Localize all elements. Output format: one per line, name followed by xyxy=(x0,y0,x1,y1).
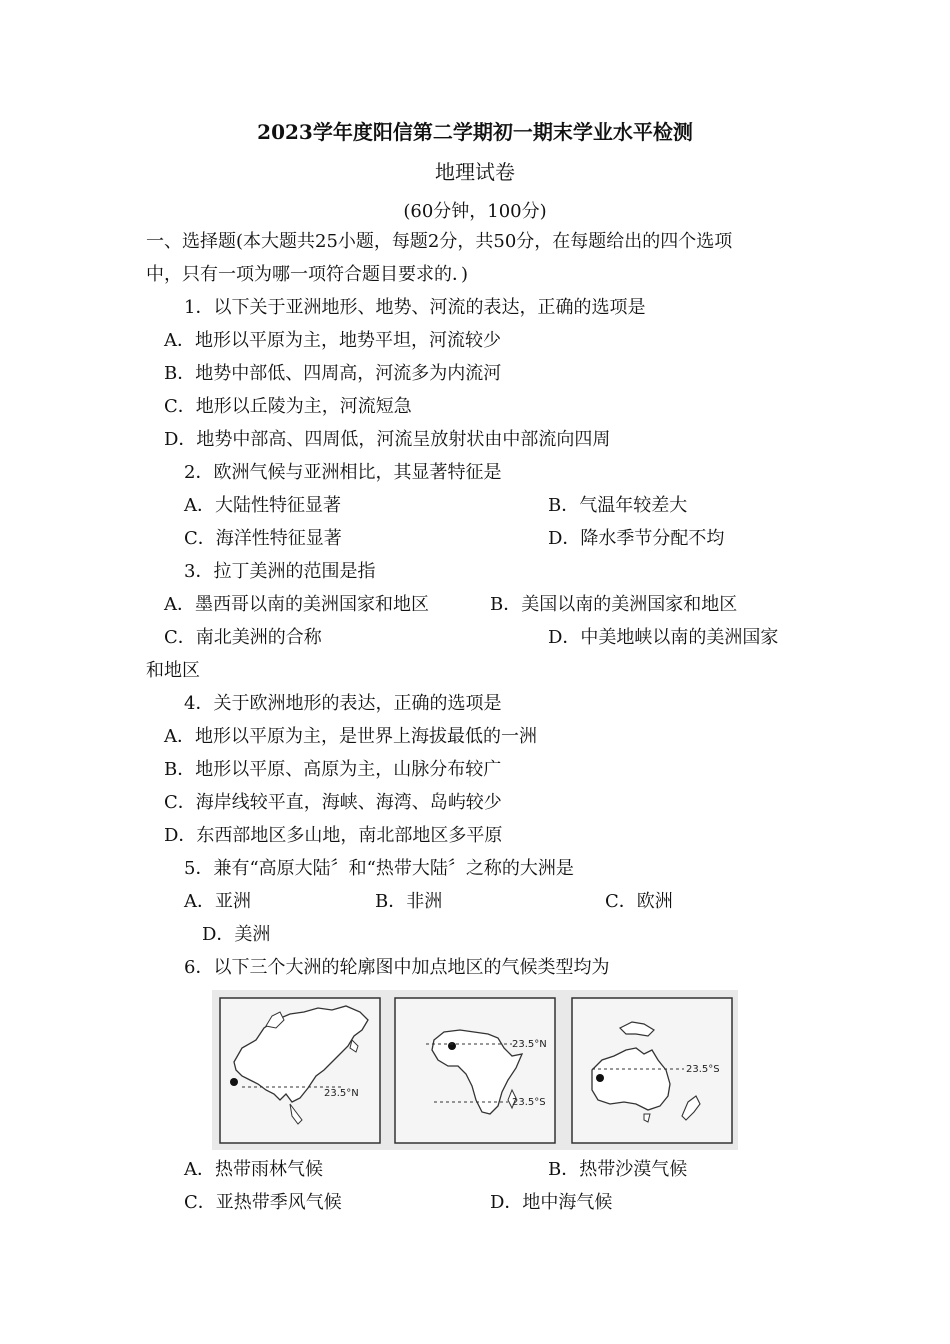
question-1-stem: 1．以下关于亚洲地形、地势、河流的表达，正确的选项是 xyxy=(184,297,646,318)
question-6-option-b: B．热带沙漠气候 xyxy=(548,1159,688,1180)
latitude-label-africa-south: 23.5°S xyxy=(512,1097,546,1108)
section-instruction-line2: 中，只有一项为哪一项符合题目要求的．) xyxy=(146,264,469,285)
exam-title: 2023学年度阳信第二学期初一期末学业水平检测 xyxy=(257,120,693,144)
question-4-option-d: D．东西部地区多山地，南北部地区多平原 xyxy=(164,825,503,846)
question-4-stem: 4．关于欧洲地形的表达，正确的选项是 xyxy=(184,693,502,714)
latitude-label-eurasia: 23.5°N xyxy=(324,1088,359,1099)
latitude-label-africa-north: 23.5°N xyxy=(512,1039,547,1050)
question-6-option-a: A．热带雨林气候 xyxy=(184,1159,323,1180)
question-1-option-c: C．地形以丘陵为主，河流短急 xyxy=(164,396,412,417)
oceania-marked-point xyxy=(596,1074,604,1082)
eurasia-marked-point xyxy=(230,1078,238,1086)
exam-subject: 地理试卷 xyxy=(435,160,515,184)
question-3-option-a: A．墨西哥以南的美洲国家和地区 xyxy=(164,594,429,615)
question-3-stem: 3．拉丁美洲的范围是指 xyxy=(184,561,376,582)
question-6-stem: 6．以下三个大洲的轮廓图中加点地区的气候类型均为 xyxy=(184,957,610,978)
question-5-option-c: C．欧洲 xyxy=(605,891,673,912)
question-2-option-b: B．气温年较差大 xyxy=(548,495,688,516)
eurasia-map xyxy=(220,998,380,1143)
question-5-stem: 5．兼有“高原大陆〞和“热带大陆〞之称的大洲是 xyxy=(184,858,574,879)
africa-map xyxy=(395,998,555,1143)
question-2-option-d: D．降水季节分配不均 xyxy=(548,528,725,549)
question-4-option-b: B．地形以平原、高原为主，山脉分布较广 xyxy=(164,759,502,780)
africa-marked-point xyxy=(448,1042,456,1050)
question-1-option-b: B．地势中部低、四周高，河流多为内流河 xyxy=(164,363,502,384)
question-3-option-d-continued: 和地区 xyxy=(146,660,200,681)
question-3-option-b: B．美国以南的美洲国家和地区 xyxy=(490,594,738,615)
latitude-label-oceania: 23.5°S xyxy=(686,1064,720,1075)
question-6-option-d: D．地中海气候 xyxy=(490,1192,613,1213)
question-1-option-d: D．地势中部高、四周低，河流呈放射状由中部流向四周 xyxy=(164,429,611,450)
question-4-option-a: A．地形以平原为主，是世界上海拔最低的一洲 xyxy=(164,726,537,747)
question-5-option-d: D．美洲 xyxy=(202,924,271,945)
question-5-option-b: B．非洲 xyxy=(375,891,443,912)
question-6-option-c: C．亚热带季风气候 xyxy=(184,1192,342,1213)
oceania-map xyxy=(572,998,732,1143)
question-2-stem: 2．欧洲气候与亚洲相比，其显著特征是 xyxy=(184,462,502,483)
question-1-option-a: A．地形以平原为主，地势平坦，河流较少 xyxy=(164,330,501,351)
question-2-option-c: C．海洋性特征显著 xyxy=(184,528,342,549)
section-instruction-line1: 一、选择题(本大题共25小题，每题2分，共50分，在每题给出的四个选项 xyxy=(146,231,733,252)
exam-duration: (60分钟，100分) xyxy=(403,201,547,222)
question-3-option-d: D．中美地峡以南的美洲国家 xyxy=(548,627,779,648)
question-2-option-a: A．大陆性特征显著 xyxy=(184,495,341,516)
question-3-option-c: C．南北美洲的合称 xyxy=(164,627,322,648)
question-5-option-a: A．亚洲 xyxy=(184,891,251,912)
question-4-option-c: C．海岸线较平直，海峡、海湾、岛屿较少 xyxy=(164,792,502,813)
continent-outline-maps xyxy=(212,990,738,1150)
